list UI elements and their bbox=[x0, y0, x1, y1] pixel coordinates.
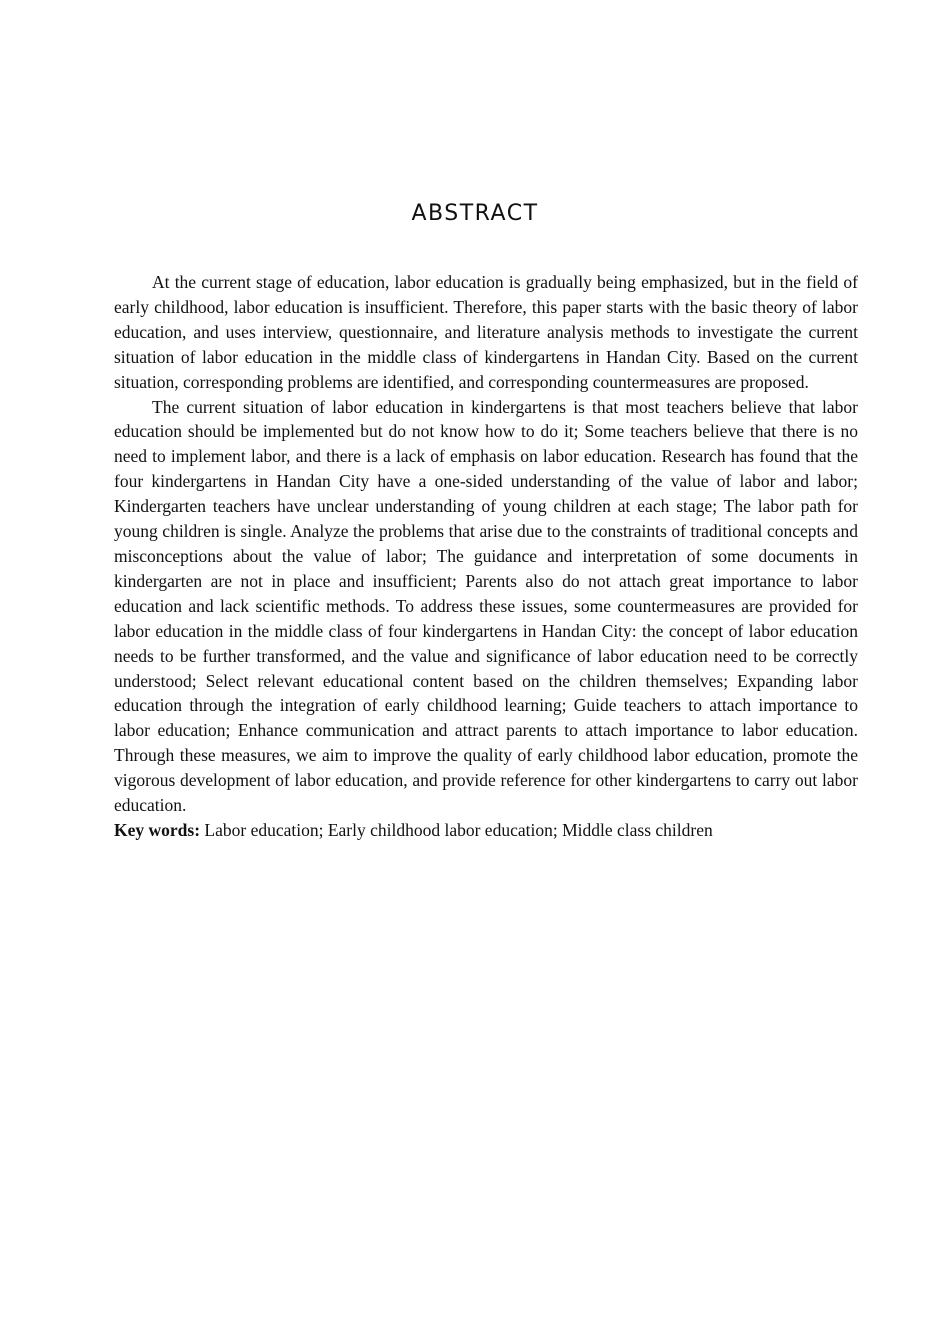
page-title: ABSTRACT bbox=[411, 201, 539, 226]
keywords-label: Key words: bbox=[114, 819, 201, 840]
keywords-line bbox=[114, 818, 858, 843]
keywords-text: Labor education; Early childhood labor education; Middle class children bbox=[204, 819, 713, 840]
abstract-body bbox=[114, 270, 858, 843]
abstract-paragraph-1: At the current stage of education, labor education is gradually being emphasized, but in the field of early childhood, labor education is insufficient. Therefore, this paper starts with the basic theory of labor education, and uses interview, questionnaire, and literature analysis methods to investigate the current situation of labor education in the middle class of kindergartens in Handan City. Based on the current situation, corresponding problems are identified, and corresponding countermeasures are proposed. bbox=[114, 272, 858, 392]
abstract-paragraph-2: The current situation of labor education in kindergartens is that most teachers believe that labor education should be implemented but do not know how to do it; Some teachers believe that there is no need to implement labor, and there is a lack of emphasis on labor education. Research has found that the four kindergartens in Handan City have a one-sided understanding of the value of labor and labor; Kindergarten teachers have unclear understanding of young children at each stage; The labor path for young children is single. Analyze the problems that arise due to the constraints of traditional concepts and misconceptions about the value of labor; The guidance and interpretation of some documents in kindergarten are not in place and insufficient; Parents also do not attach great importance to labor education and lack scientific methods. To address these issues, some countermeasures are provided for labor education in the middle class of four kindergartens in Handan City: the concept of labor education needs to be further transformed, and the value and significance of labor education need to be correctly understood; Select relevant educational content based on the children themselves; Expanding labor education through the integration of early childhood learning; Guide teachers to attach importance to labor education; Enhance communication and attract parents to attach importance to labor education. Through these measures, we aim to improve the quality of early childhood labor education, promote the vigorous development of labor education, and provide reference for other kindergartens to carry out labor education. bbox=[114, 396, 858, 816]
